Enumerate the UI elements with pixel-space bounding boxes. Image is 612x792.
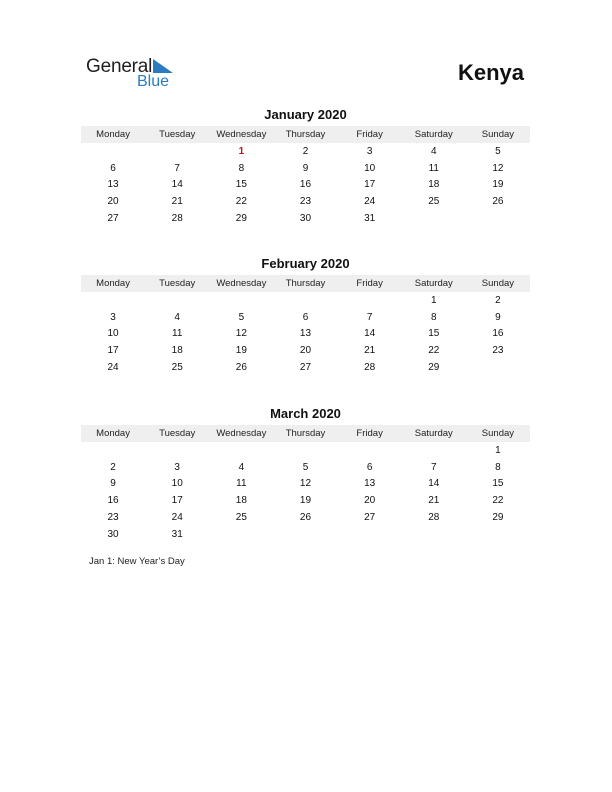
day-cell: 7 [366,311,373,323]
day-cell: 12 [235,328,247,340]
empty-day-cell [402,526,466,543]
month-january [81,106,530,227]
weekday-header: Saturday [402,275,466,292]
empty-day-cell [273,526,337,543]
day-cell: 17 [107,345,119,357]
week-row [81,309,530,326]
week-row [81,526,530,543]
day-cell: 19 [492,179,504,191]
day-cell: 4 [430,145,437,157]
day-cell: 6 [302,311,309,323]
day-cell: 29 [428,362,440,374]
day-cell: 8 [430,311,437,323]
day-cell: 16 [299,179,312,191]
day-cell: 22 [235,196,247,208]
day-cell: 15 [235,179,247,191]
weekday-header: Thursday [273,126,337,143]
weekday-header: Monday [81,126,145,143]
weekday-header-row [81,275,530,292]
day-cell: 4 [174,311,180,323]
calendar-grid [81,126,530,227]
day-cell: 3 [174,461,180,473]
day-cell: 26 [492,196,504,208]
weekday-header: Tuesday [145,425,209,442]
day-cell: 9 [110,478,116,490]
day-cell: 23 [492,345,504,357]
weekday-header: Monday [81,425,145,442]
weekday-header: Wednesday [209,126,273,143]
weekday-header: Wednesday [209,275,273,292]
day-cell: 5 [495,145,501,157]
holiday-note: Jan 1: New Year’s Day [89,556,185,567]
day-cell: 24 [171,512,183,524]
calendar-grid [81,275,530,376]
day-cell: 6 [110,162,116,174]
day-cell: 11 [428,162,439,174]
day-cell: 21 [428,495,440,507]
day-cell: 17 [171,495,183,507]
weekday-header: Saturday [402,126,466,143]
week-row [81,509,530,526]
empty-day-cell [402,210,466,227]
country-title: Kenya [457,60,524,85]
week-row [81,476,530,493]
weekday-header: Saturday [402,425,466,442]
day-cell: 7 [174,162,180,174]
empty-day-cell [81,143,145,160]
weekday-header: Thursday [273,425,337,442]
logo-triangle-icon [153,59,173,73]
month-title: February 2020 [261,256,350,271]
day-cell: 8 [495,461,501,473]
empty-day-cell [466,210,530,227]
weekday-header: Sunday [466,425,530,442]
week-row [81,193,530,210]
day-cell: 28 [428,512,440,524]
day-cell: 10 [171,478,183,490]
empty-day-cell [81,292,145,309]
day-cell: 18 [235,495,247,507]
day-cell: 30 [299,213,312,225]
weekday-header: Friday [338,275,402,292]
day-cell: 23 [107,512,119,524]
day-cell: 10 [107,328,119,340]
day-cell: 6 [366,461,373,473]
generalblue-logo [86,56,186,92]
week-row [81,326,530,343]
empty-day-cell [338,292,402,309]
empty-day-cell [209,526,273,543]
day-cell: 26 [235,362,247,374]
weekday-header: Tuesday [145,275,209,292]
day-cell: 9 [495,311,501,323]
month-march [81,405,530,543]
day-cell: 20 [364,495,376,507]
weekday-header-row [81,425,530,442]
day-cell: 2 [302,145,309,157]
empty-day-cell [81,442,145,459]
week-row [81,210,530,227]
day-cell: 25 [235,512,247,524]
empty-day-cell [466,359,530,376]
day-cell: 24 [107,362,119,374]
day-cell: 13 [107,179,119,191]
day-cell: 11 [236,478,247,490]
day-cell: 3 [110,311,116,323]
calendar-grid [81,425,530,543]
empty-day-cell [273,292,337,309]
day-cell: 20 [299,345,312,357]
day-cell: 12 [299,478,312,490]
day-cell: 3 [366,145,373,157]
day-cell: 31 [171,528,183,540]
week-row [81,292,530,309]
month-february [81,255,530,376]
week-row [81,459,530,476]
week-row [81,492,530,509]
day-cell: 11 [172,328,183,340]
weekday-header: Monday [81,275,145,292]
week-row [81,143,530,160]
day-cell: 22 [428,345,440,357]
empty-day-cell [338,442,402,459]
empty-day-cell [145,292,209,309]
day-cell: 13 [364,478,376,490]
week-row [81,442,530,459]
day-cell: 15 [428,328,440,340]
day-cell: 9 [302,162,309,174]
holiday-day-cell: 1 [238,145,245,157]
day-cell: 20 [107,196,119,208]
day-cell: 4 [238,461,245,473]
day-cell: 19 [299,495,312,507]
day-cell: 27 [364,512,376,524]
day-cell: 29 [235,213,247,225]
weekday-header: Thursday [273,275,337,292]
weekday-header-row [81,126,530,143]
day-cell: 17 [364,179,376,191]
weekday-header: Friday [338,126,402,143]
empty-day-cell [145,143,209,160]
day-cell: 10 [364,162,376,174]
day-cell: 22 [492,495,504,507]
empty-day-cell [466,526,530,543]
day-cell: 8 [238,162,245,174]
day-cell: 26 [299,512,312,524]
empty-day-cell [209,292,273,309]
day-cell: 27 [107,213,119,225]
logo-general-text: General [86,56,153,77]
day-cell: 5 [302,461,309,473]
weekday-header: Sunday [466,126,530,143]
day-cell: 1 [430,294,437,306]
day-cell: 19 [235,345,247,357]
month-title: January 2020 [264,107,347,122]
week-row [81,160,530,177]
day-cell: 27 [299,362,312,374]
week-row [81,342,530,359]
week-row [81,359,530,376]
holiday-notes [89,556,185,567]
day-cell: 2 [495,294,501,306]
logo-blue-text: Blue [137,73,170,90]
day-cell: 5 [238,311,245,323]
day-cell: 25 [171,362,183,374]
day-cell: 14 [171,179,183,191]
empty-day-cell [209,442,273,459]
day-cell: 23 [299,196,312,208]
empty-day-cell [145,442,209,459]
day-cell: 18 [428,179,440,191]
weekday-header: Sunday [466,275,530,292]
day-cell: 31 [364,213,376,225]
day-cell: 28 [171,213,183,225]
empty-day-cell [402,442,466,459]
day-cell: 28 [364,362,376,374]
day-cell: 21 [364,345,376,357]
day-cell: 16 [107,495,119,507]
month-title: March 2020 [270,406,341,421]
day-cell: 13 [299,328,312,340]
day-cell: 7 [430,461,437,473]
day-cell: 12 [492,162,504,174]
day-cell: 21 [171,196,183,208]
day-cell: 30 [107,528,119,540]
week-row [81,177,530,194]
day-cell: 14 [428,478,440,490]
day-cell: 2 [110,461,116,473]
day-cell: 25 [428,196,440,208]
day-cell: 18 [171,345,183,357]
day-cell: 16 [492,328,504,340]
weekday-header: Friday [338,425,402,442]
day-cell: 1 [495,444,501,456]
day-cell: 15 [492,478,504,490]
weekday-header: Wednesday [209,425,273,442]
day-cell: 24 [364,196,376,208]
empty-day-cell [273,442,337,459]
day-cell: 29 [492,512,504,524]
empty-day-cell [338,526,402,543]
day-cell: 14 [364,328,376,340]
weekday-header: Tuesday [145,126,209,143]
